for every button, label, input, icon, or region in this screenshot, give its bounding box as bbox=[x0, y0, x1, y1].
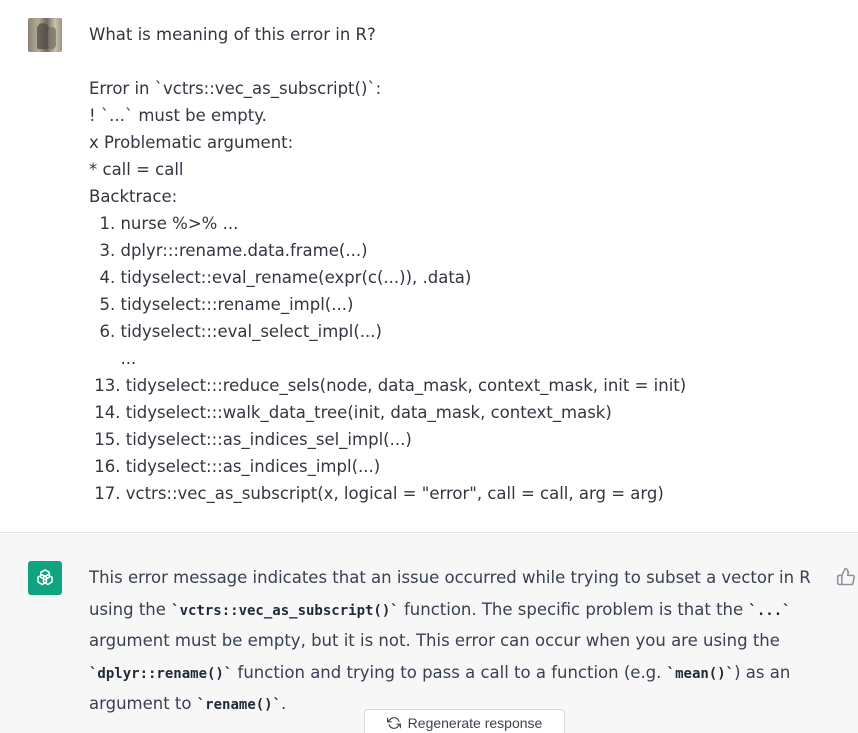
message-line bbox=[89, 625, 814, 657]
message-line: 5. tidyselect:::rename_impl(...) bbox=[89, 295, 354, 314]
user-avatar bbox=[28, 18, 62, 52]
thumbs-up-icon[interactable] bbox=[836, 567, 856, 587]
inline-code: `vctrs::vec_as_subscript()` bbox=[171, 602, 399, 619]
message-line: ! `...` must be empty. bbox=[89, 106, 267, 125]
message-line bbox=[89, 594, 814, 626]
text-segment: function and trying to pass a call to a function (e.g. bbox=[232, 662, 667, 682]
message-line bbox=[89, 48, 686, 75]
message-line: 13. tidyselect:::reduce_sels(node, data_mask, context_mask, init = init) bbox=[89, 376, 687, 395]
inline-code: `mean()` bbox=[666, 665, 735, 682]
text-segment: using the bbox=[89, 599, 172, 619]
regenerate-label: Regenerate response bbox=[407, 715, 543, 731]
user-message-text bbox=[89, 21, 686, 507]
text-segment: argument to bbox=[89, 694, 197, 713]
message-line: x Problematic argument: bbox=[89, 133, 294, 152]
assistant-message-text bbox=[89, 562, 814, 720]
message-line: 4. tidyselect::eval_rename(expr(c(...)), .data) bbox=[89, 268, 472, 287]
message-line bbox=[89, 657, 814, 689]
refresh-icon bbox=[387, 716, 401, 730]
text-segment: . bbox=[281, 694, 287, 713]
assistant-message bbox=[0, 534, 858, 733]
message-line: What is meaning of this error in R? bbox=[89, 25, 376, 44]
message-line: 6. tidyselect:::eval_select_impl(...) bbox=[89, 322, 382, 341]
text-segment: function. The specific problem is that the bbox=[398, 599, 749, 619]
message-line bbox=[89, 562, 814, 594]
text-segment: argument must be empty, but it is not. This error can occur when you are using the bbox=[89, 631, 780, 650]
message-line: Backtrace: bbox=[89, 187, 178, 206]
inline-code: `rename()` bbox=[196, 697, 282, 713]
message-line: 14. tidyselect:::walk_data_tree(init, data_mask, context_mask) bbox=[89, 403, 612, 422]
text-segment: ) as an bbox=[734, 662, 791, 682]
inline-code: `...` bbox=[748, 602, 791, 619]
message-line: 1. nurse %>% ... bbox=[89, 214, 239, 233]
message-line: 15. tidyselect:::as_indices_sel_impl(...) bbox=[89, 430, 412, 449]
message-line: 3. dplyr:::rename.data.frame(...) bbox=[89, 241, 368, 260]
message-line: Error in `vctrs::vec_as_subscript()`: bbox=[89, 79, 382, 98]
message-line: * call = call bbox=[89, 160, 184, 179]
message-line: 17. vctrs::vec_as_subscript(x, logical = "error", call = call, arg = arg) bbox=[89, 484, 664, 503]
regenerate-response-button[interactable] bbox=[364, 709, 565, 733]
openai-logo-icon bbox=[28, 561, 62, 595]
inline-code: `dplyr::rename()` bbox=[89, 665, 233, 682]
message-line: 16. tidyselect:::as_indices_impl(...) bbox=[89, 457, 381, 476]
message-line: ... bbox=[89, 349, 137, 368]
text-segment: This error message indicates that an issue occurred while trying to subset a vector in R bbox=[89, 568, 811, 587]
